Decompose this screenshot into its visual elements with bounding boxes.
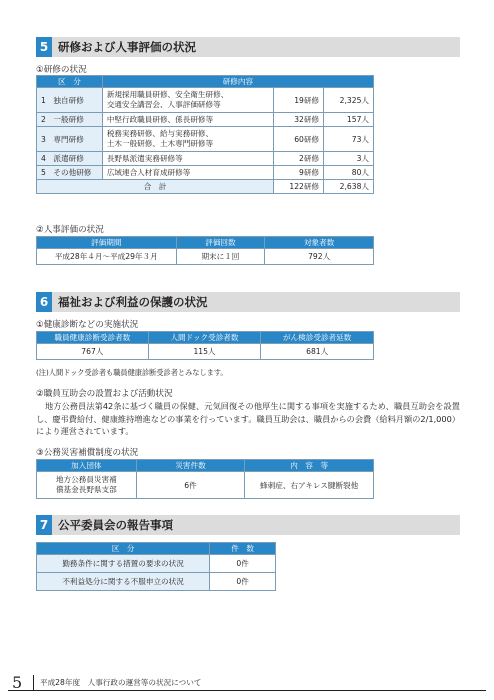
- training-count: 2研修: [274, 152, 324, 166]
- committee-label: 不利益処分に関する不服申立の状況: [37, 573, 210, 591]
- training-subtitle: ①研修の状況: [36, 65, 87, 75]
- health-note: (注)人間ドック受診者も職員健康診断受診者とみなします。: [36, 368, 228, 377]
- table-row: [37, 573, 276, 591]
- accident-header-content: 内 容 等: [245, 460, 374, 472]
- committee-label: 勤務条件に関する措置の要求の状況: [37, 555, 210, 573]
- section7-header: [36, 515, 460, 535]
- section6-title: 福祉および利益の保護の状況: [58, 295, 208, 309]
- health-table: [36, 331, 374, 360]
- table-row: [37, 166, 374, 180]
- health-header-dock: 人間ドック受診者数: [148, 332, 261, 344]
- training-header-content: 研修内容: [102, 76, 373, 88]
- section5-header: [36, 37, 460, 57]
- table-row: [37, 127, 374, 152]
- accident-table: [36, 459, 374, 499]
- training-header-category: 区 分: [37, 76, 103, 88]
- accident-subtitle: ③公務災害補償制度の状況: [36, 448, 139, 458]
- training-content: 広域連合人材育成研修等: [102, 166, 273, 180]
- section7-number: 7: [36, 515, 52, 535]
- health-cancer-value: 681人: [261, 344, 374, 360]
- training-people: 157人: [324, 113, 374, 127]
- health-subtitle: ①健康診断などの実施状況: [36, 320, 139, 330]
- table-row: [37, 152, 374, 166]
- evaluation-subtitle: ②人事評価の状況: [36, 225, 104, 235]
- section6-header: [36, 292, 460, 312]
- health-header-checkup: 職員健康診断受診者数: [37, 332, 149, 344]
- training-people: 80人: [324, 166, 374, 180]
- mutual-subtitle: ②職員互助会の設置および活動状況: [36, 389, 173, 399]
- health-checkup-value: 767人: [37, 344, 149, 360]
- health-header-cancer: がん検診受診者延数: [261, 332, 374, 344]
- accident-header-count: 災害件数: [136, 460, 245, 472]
- table-row: [37, 249, 374, 265]
- accident-count: 6件: [136, 472, 245, 499]
- training-cat: 4 派遣研修: [37, 152, 103, 166]
- footer-text: 平成28年度 人事行政の運営等の状況について: [40, 678, 202, 687]
- training-total-count: 122研修: [274, 180, 324, 194]
- evaluation-people: 792人: [265, 249, 374, 265]
- training-people: 2,325人: [324, 88, 374, 113]
- page-footer: [8, 672, 486, 692]
- training-people: 73人: [324, 127, 374, 152]
- evaluation-period: 平成28年４月～平成29年３月: [37, 249, 177, 265]
- table-row: [37, 113, 374, 127]
- training-count: 19研修: [274, 88, 324, 113]
- evaluation-header-period: 評価期間: [37, 237, 177, 249]
- training-cat: 3 専門研修: [37, 127, 103, 152]
- accident-content: 蜂刺症、右アキレス腱断裂他: [245, 472, 374, 499]
- section5-number: 5: [36, 37, 52, 57]
- evaluation-table: [36, 236, 374, 265]
- health-dock-value: 115人: [148, 344, 261, 360]
- section5-title: 研修および人事評価の状況: [58, 40, 196, 54]
- committee-header-count: 件 数: [210, 543, 276, 555]
- training-content: 新規採用職員研修、安全衛生研修、 交通安全講習会、人事評価研修等: [102, 88, 273, 113]
- committee-count: 0件: [210, 573, 276, 591]
- training-content: 税務実務研修、給与実務研修、 土木一般研修、土木専門研修等: [102, 127, 273, 152]
- committee-header-category: 区 分: [37, 543, 210, 555]
- training-cat: 2 一般研修: [37, 113, 103, 127]
- training-total-row: [37, 180, 374, 194]
- accident-header-org: 加入団体: [37, 460, 137, 472]
- page-number: 5: [8, 675, 34, 691]
- evaluation-header-people: 対象者数: [265, 237, 374, 249]
- training-cat: 5 その他研修: [37, 166, 103, 180]
- training-table: [36, 75, 374, 194]
- section7-title: 公平委員会の報告事項: [58, 518, 173, 532]
- table-row: [37, 472, 374, 499]
- table-row: [37, 88, 374, 113]
- mutual-text: 地方公務員法第42条に基づく職員の保健、元気回復その他厚生に関する事項を実施するため、職員互助会を設置し、慶弔費給付、健康維持増進などの事業を行っています。職員互助会は、職員からの会費（給料月額の2/1,000）により運営されています。: [36, 401, 460, 436]
- training-count: 60研修: [274, 127, 324, 152]
- section6-number: 6: [36, 292, 52, 312]
- table-row: [37, 344, 374, 360]
- training-content: 長野県派遣実務研修等: [102, 152, 273, 166]
- training-people: 3人: [324, 152, 374, 166]
- table-row: [37, 555, 276, 573]
- training-content: 中堅行政職員研修、係長研修等: [102, 113, 273, 127]
- committee-count: 0件: [210, 555, 276, 573]
- evaluation-header-times: 評価回数: [176, 237, 265, 249]
- training-count: 9研修: [274, 166, 324, 180]
- training-cat: 1 独自研修: [37, 88, 103, 113]
- accident-org: 地方公務員災害補 償基金長野県支部: [37, 472, 137, 499]
- committee-table: [36, 542, 276, 591]
- training-count: 32研修: [274, 113, 324, 127]
- evaluation-times: 期末に１回: [176, 249, 265, 265]
- training-total-label: 合 計: [37, 180, 274, 194]
- training-total-people: 2,638人: [324, 180, 374, 194]
